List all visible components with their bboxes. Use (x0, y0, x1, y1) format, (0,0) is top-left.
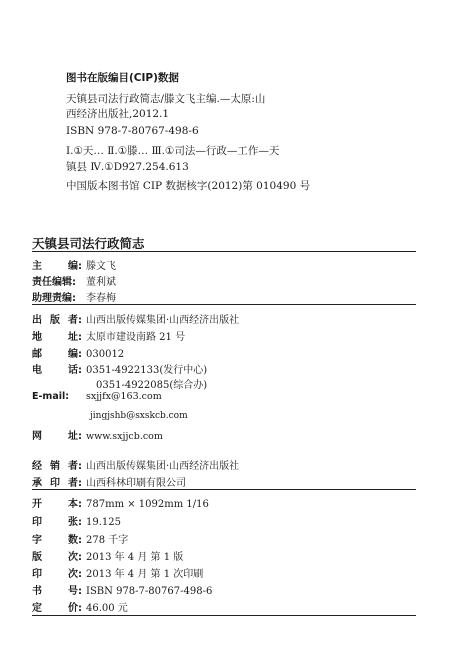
editor-row: 主 编 : 滕文飞 (32, 257, 116, 272)
word-count-row: 字 数 : 278 千字 (32, 531, 128, 546)
isbn-value: ISBN 978-7-80767-498-6 (86, 586, 213, 597)
phone-2: 0351-4922085(综合办) (96, 380, 208, 391)
divider (32, 489, 416, 490)
zip-value: 030012 (86, 349, 125, 360)
cip-line-6: 中国版本图书馆 CIP 数据核字(2012)第 010490 号 (66, 180, 311, 192)
sheets-value: 19.125 (86, 517, 121, 528)
address-row: 地 址 : 太原市建设南路 21 号 (32, 328, 185, 343)
publisher-row: 出 版 者 : 山西出版传媒集团·山西经济出版社 (32, 311, 239, 326)
website-row: 网 址 : www.sxjjcb.com (32, 431, 163, 442)
printer-name: 山西科林印刷有限公司 (86, 478, 186, 489)
cip-line-2: 西经济出版社,2012.1 (66, 108, 170, 120)
price-value: 46.00 元 (86, 603, 128, 614)
printing-value: 2013 年 4 月 第 1 次印刷 (86, 569, 204, 580)
responsible-editor-name: 董利斌 (86, 277, 116, 288)
website-value: www.sxjjcb.com (86, 431, 163, 442)
distributor-row: 经 销 者 : 山西出版传媒集团·山西经济出版社 (32, 457, 239, 472)
format-row: 开 本 : 787mm × 1092mm 1/16 (32, 499, 209, 510)
publisher-name: 山西出版传媒集团·山西经济出版社 (86, 315, 240, 326)
edition-value: 2013 年 4 月 第 1 版 (86, 552, 184, 563)
email-2: jingjshb@sxskcb.com (90, 411, 188, 421)
isbn-row: 书 号 : ISBN 978-7-80767-498-6 (32, 586, 213, 597)
phone-row: 电 话 : 0351-4922133(发行中心) (32, 361, 207, 376)
sheets-row: 印 张 : 19.125 (32, 517, 121, 528)
cip-heading: 图书在版编目(CIP)数据 (66, 72, 179, 84)
word-count-value: 278 千字 (86, 535, 129, 546)
book-title: 天镇县司法行政简志 (32, 236, 145, 251)
edition-row: 版 次 : 2013 年 4 月 第 1 版 (32, 548, 183, 563)
zip-row: 邮 编 : 030012 (32, 349, 125, 360)
divider (32, 304, 416, 305)
divider (32, 251, 416, 252)
distributor-name: 山西出版传媒集团·山西经济出版社 (86, 461, 240, 472)
format-value: 787mm × 1092mm 1/16 (86, 499, 209, 510)
address-value: 太原市建设南路 21 号 (86, 332, 186, 343)
email-1: sxjjfx@163.com (86, 391, 162, 402)
phone-1: 0351-4922133(发行中心) (86, 365, 208, 376)
divider (32, 615, 416, 616)
cip-line-5: 镇县 Ⅳ.①D927.254.613 (66, 161, 189, 173)
price-row: 定 价 : 46.00 元 (32, 599, 128, 614)
email-row: E-mail: sxjjfx@163.com (32, 391, 162, 402)
printer-row: 承 印 者 : 山西科林印刷有限公司 (32, 474, 186, 489)
printing-row: 印 次 : 2013 年 4 月 第 1 次印刷 (32, 565, 203, 580)
assistant-editor-row: 助理责编: 李春梅 (32, 289, 116, 304)
cip-isbn: ISBN 978-7-80767-498-6 (66, 125, 199, 137)
editor-name: 滕文飞 (86, 261, 116, 272)
cip-line-4: Ⅰ.①天… Ⅱ.①滕… Ⅲ.①司法—行政—工作—天 (66, 145, 280, 157)
responsible-editor-row: 责任编辑: 董利斌 (32, 273, 116, 288)
assistant-editor-name: 李春梅 (86, 293, 116, 304)
cip-line-1: 天镇县司法行政简志/滕文飞主编.—太原:山 (66, 93, 266, 105)
